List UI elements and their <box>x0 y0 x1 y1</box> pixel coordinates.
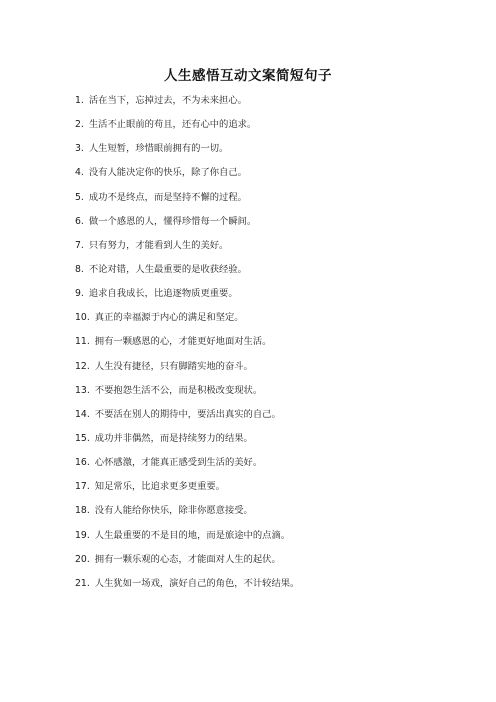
list-item-number: 10. <box>75 312 90 324</box>
list-item-number: 15. <box>75 432 90 444</box>
list-item-text: 成功不是终点，而是坚持不懈的过程。 <box>88 191 247 203</box>
list-item <box>75 191 299 215</box>
list-item-number: 17. <box>75 481 90 493</box>
list-item-text: 做一个感恩的人，懂得珍惜每一个瞬间。 <box>88 215 257 227</box>
list-item-text: 没有人能给你快乐，除非你愿意接受。 <box>94 505 253 517</box>
list-item <box>75 142 299 166</box>
list-item-text: 人生短暂，珍惜眼前拥有的一切。 <box>88 143 229 155</box>
list-item <box>75 432 299 456</box>
list-item-text: 人生犹如一场戏，演好自己的角色，不计较结果。 <box>94 577 300 589</box>
list-item <box>75 215 299 239</box>
list-item-number: 13. <box>75 384 90 396</box>
list-item-number: 14. <box>75 408 90 420</box>
list-item <box>75 287 299 311</box>
list-item-number: 12. <box>75 360 90 372</box>
list-item-number: 21. <box>75 577 90 589</box>
list-item-text: 生活不止眼前的苟且，还有心中的追求。 <box>88 119 257 131</box>
list-item <box>75 263 299 287</box>
list-item <box>75 239 299 263</box>
list-item-text: 拥有一颗感恩的心，才能更好地面对生活。 <box>94 336 272 348</box>
list-item-number: 16. <box>75 457 90 469</box>
list-item-text: 没有人能决定你的快乐，除了你自己。 <box>88 167 247 179</box>
list-item <box>75 456 299 480</box>
list-item-text: 拥有一颗乐观的心态，才能面对人生的起伏。 <box>94 553 281 565</box>
list-item <box>75 166 299 190</box>
list-item-number: 11. <box>75 336 90 348</box>
list-item <box>75 480 299 504</box>
list-item <box>75 335 299 359</box>
list-item-text: 只有努力，才能看到人生的美好。 <box>88 239 229 251</box>
list-item <box>75 384 299 408</box>
list-item <box>75 504 299 528</box>
list-item <box>75 311 299 335</box>
list-item-number: 19. <box>75 529 90 541</box>
list-item-number: 3. <box>75 143 84 155</box>
sentence-list <box>75 94 299 601</box>
list-item-text: 不要活在别人的期待中，要活出真实的自己。 <box>94 408 281 420</box>
list-item-number: 6. <box>75 215 84 227</box>
list-item-number: 8. <box>75 263 84 275</box>
list-item <box>75 360 299 384</box>
list-item-text: 人生没有捷径，只有脚踏实地的奋斗。 <box>94 360 253 372</box>
list-item-text: 真正的幸福源于内心的满足和坚定。 <box>94 312 244 324</box>
list-item-number: 18. <box>75 505 90 517</box>
list-item <box>75 577 299 601</box>
document-title: 人生感悟互动文案简短句子 <box>164 68 332 84</box>
list-item <box>75 94 299 118</box>
list-item <box>75 118 299 142</box>
list-item-number: 20. <box>75 553 90 565</box>
list-item <box>75 408 299 432</box>
list-item-text: 知足常乐，比追求更多更重要。 <box>94 481 225 493</box>
list-item <box>75 529 299 553</box>
list-item-number: 9. <box>75 288 84 300</box>
list-item-number: 5. <box>75 191 84 203</box>
list-item-text: 心怀感激，才能真正感受到生活的美好。 <box>94 457 263 469</box>
list-item-text: 不要抱怨生活不公，而是积极改变现状。 <box>94 384 263 396</box>
list-item-number: 4. <box>75 167 84 179</box>
list-item-text: 活在当下，忘掉过去，不为未来担心。 <box>88 95 247 106</box>
list-item-text: 成功并非偶然，而是持续努力的结果。 <box>94 432 253 444</box>
list-item-text: 人生最重要的不是目的地，而是旅途中的点滴。 <box>94 529 291 541</box>
list-item-number: 7. <box>75 239 84 251</box>
list-item <box>75 553 299 577</box>
list-item-text: 不论对错，人生最重要的是收获经验。 <box>88 263 247 275</box>
list-item-number: 1. <box>75 95 84 106</box>
list-item-text: 追求自我成长，比追逐物质更重要。 <box>88 288 238 300</box>
list-item-number: 2. <box>75 119 84 131</box>
